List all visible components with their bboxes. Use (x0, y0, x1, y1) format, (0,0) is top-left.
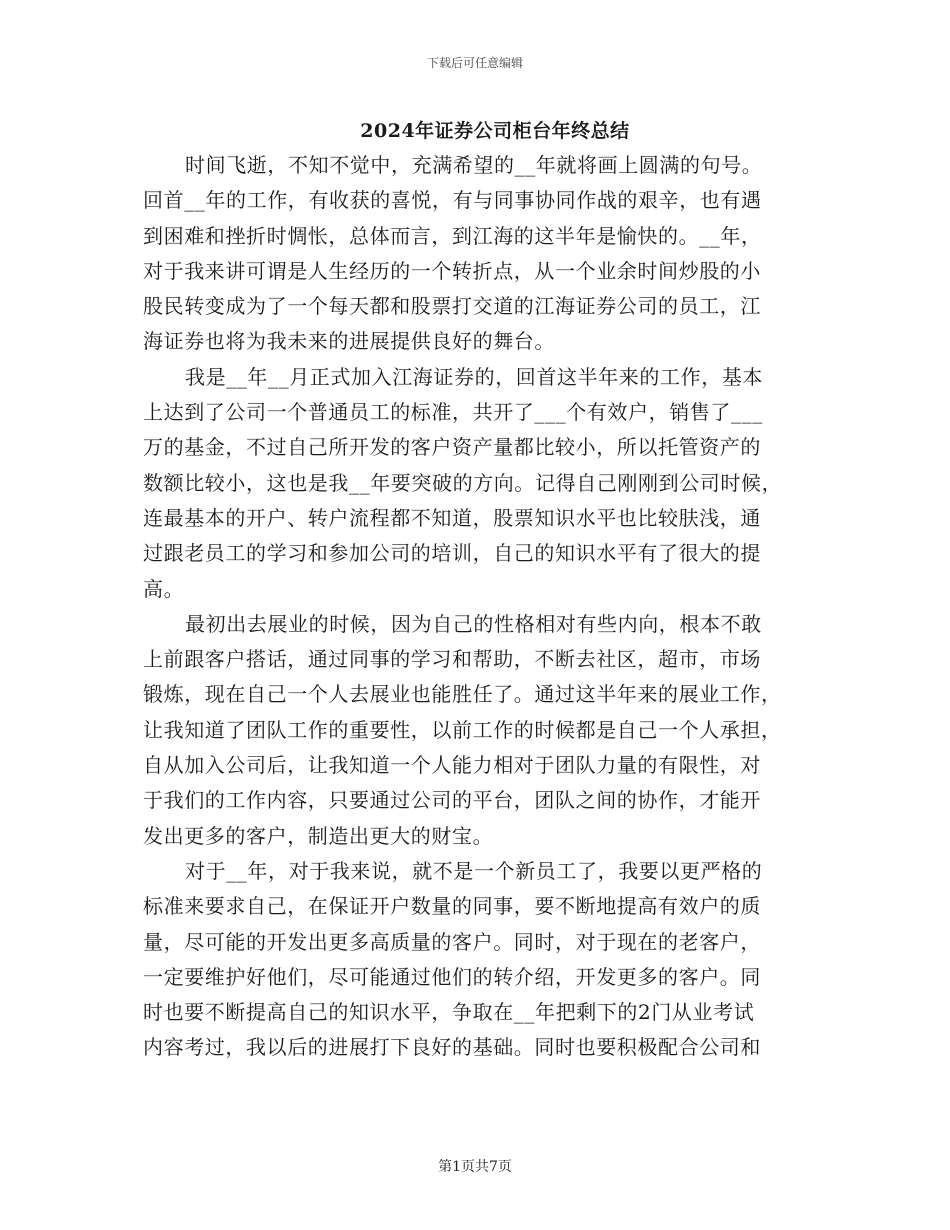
paragraph (143, 148, 803, 360)
text-line: 万的基金，不过自己所开发的客户资产量都比较小，所以托管资产的 (143, 435, 761, 460)
text-line: 股民转变成为了一个每天都和股票打交道的江海证券公司的员工，江 (143, 294, 761, 319)
text-line: 数额比较小，这也是我__年要突破的方向。记得自己刚刚到公司时候， (143, 470, 783, 495)
text-line: 自从加入公司后，让我知道一个人能力相对于团队力量的有限性，对 (143, 753, 761, 778)
text-line: 对于我来讲可谓是人生经历的一个转折点，从一个业余时间炒股的小 (143, 258, 761, 283)
text-line: 过跟老员工的学习和参加公司的培训，自己的知识水平有了很大的提 (143, 541, 761, 566)
text-line: 一定要维护好他们，尽可能通过他们的转介绍，开发更多的客户。同 (143, 964, 761, 989)
text-line: 量，尽可能的开发出更多高质量的客户。同时，对于现在的老客户， (143, 929, 761, 954)
text-line: 发出更多的客户，制造出更大的财宝。 (143, 823, 494, 848)
text-line: 上前跟客户搭话，通过同事的学习和帮助，不断去社区，超市，市场 (143, 647, 761, 672)
text-line: 最初出去展业的时候，因为自己的性格相对有些内向，根本不敢 (185, 611, 762, 636)
paragraph (143, 360, 803, 607)
text-line: 对于__年，对于我来说，就不是一个新员工了，我要以更严格的 (185, 858, 763, 883)
text-line: 连最基本的开户、转户流程都不知道，股票知识水平也比较肤浅，通 (143, 505, 761, 530)
text-line: 回首__年的工作，有收获的喜悦，有与同事协同作战的艰辛，也有遇 (143, 188, 762, 213)
text-line: 海证券也将为我未来的进展提供良好的舞台。 (143, 329, 555, 354)
text-line: 上达到了公司一个普通员工的标准，共开了___个有效户，销售了___ (143, 400, 763, 425)
page-footer: 第1页共7页 (438, 1159, 512, 1175)
text-line: 到困难和挫折时惆怅，总体而言，到江海的这半年是愉快的。__年， (143, 223, 762, 248)
text-line: 我是__年__月正式加入江海证券的，回首这半年来的工作，基本 (185, 364, 763, 389)
text-line: 时也要不断提高自己的知识水平，争取在__年把剩下的2门从业考试 (143, 1000, 755, 1025)
text-line: 锻炼，现在自己一个人去展业也能胜任了。通过这半年来的展业工作， (143, 682, 782, 707)
text-line: 标准来要求自己，在保证开户数量的同事，要不断地提高有效户的质 (143, 894, 761, 919)
text-line: 高。 (143, 576, 185, 601)
document-body (143, 148, 803, 1066)
header-note: 下载后可任意编辑 (426, 56, 523, 70)
document-title: 2024年证券公司柜台年终总结 (360, 120, 630, 142)
paragraph (143, 854, 803, 1066)
text-line: 让我知道了团队工作的重要性，以前工作的时候都是自己一个人承担， (143, 717, 782, 742)
paragraph (143, 607, 803, 854)
text-line: 内容考过，我以后的进展打下良好的基础。同时也要积极配合公司和 (143, 1035, 761, 1060)
text-line: 时间飞逝，不知不觉中，充满希望的__年就将画上圆满的句号。 (185, 153, 763, 177)
text-line: 于我们的工作内容，只要通过公司的平台，团队之间的协作，才能开 (143, 788, 761, 813)
